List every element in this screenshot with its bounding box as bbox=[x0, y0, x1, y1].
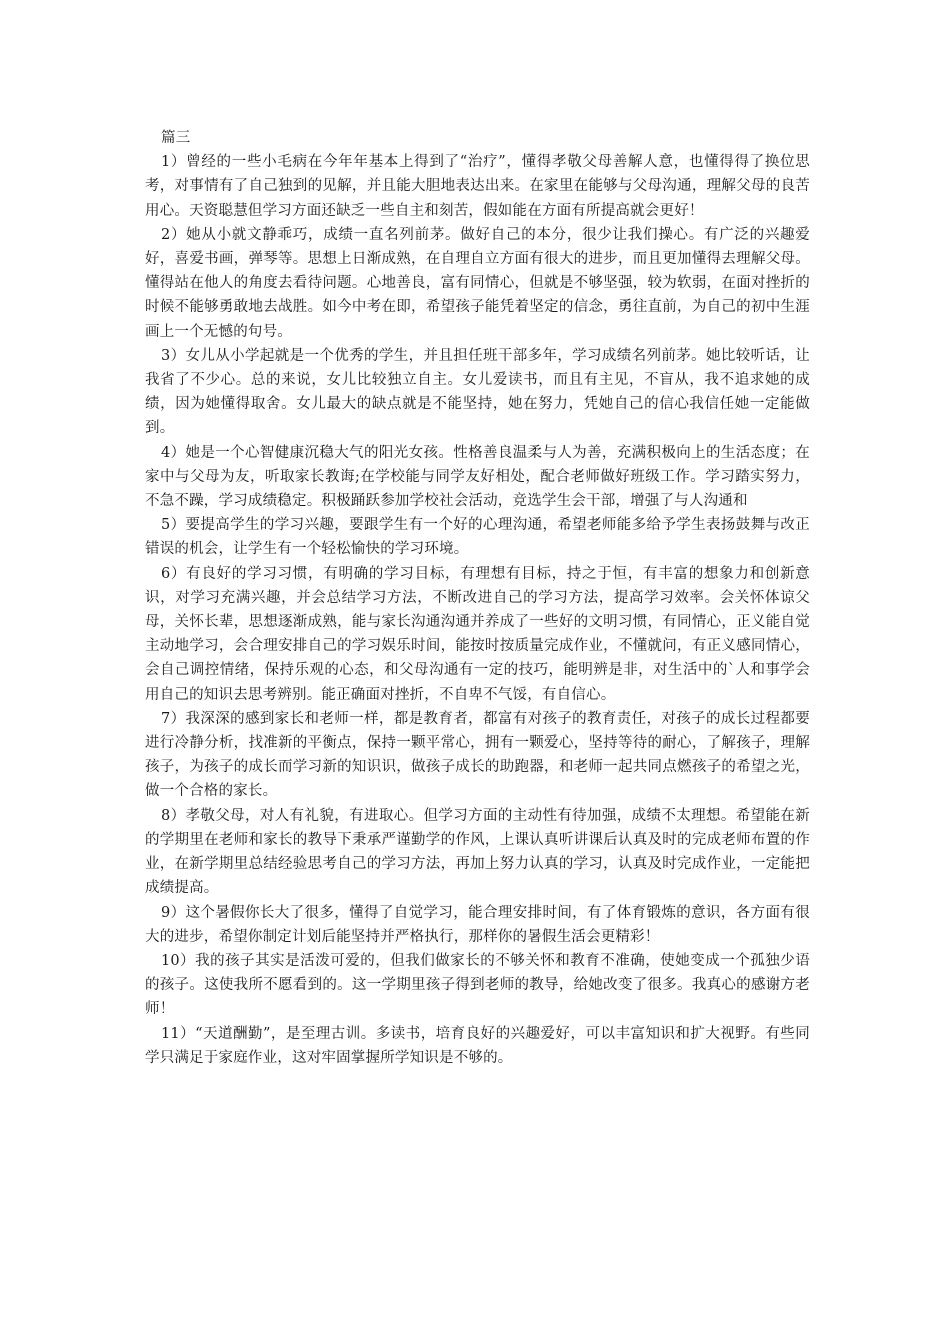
paragraph-10: 10）我的孩子其实是活泼可爱的，但我们做家长的不够关怀和教育不准确，使她变成一个孤独少语的孩子。这使我所不愿看到的。这一学期里孩子得到老师的教导，给她改变了很多。我真心的感谢方老师！ bbox=[145, 952, 810, 1018]
paragraph-1: 1）曾经的一些小毛病在今年年基本上得到了“治疗”，懂得孝敬父母善解人意，也懂得得了换位思考，对事情有了自己独到的见解，并且能大胆地表达出来。在家里在能够与父母沟通，理解父母的良苦用心。天资聪慧但学习方面还缺乏一些自主和刻苦，假如能在方面有所提高就会更好！ bbox=[145, 154, 810, 219]
paragraph-4: 4）她是一个心智健康沉稳大气的阳光女孩。性格善良温柔与人为善，充满积极向上的生活态度；在家中与父母为友，听取家长教诲;在学校能与同学友好相处，配合老师做好班级工作。学习踏实努力，不急不躁，学习成绩稳定。积极踊跃参加学校社会活动，竞选学生会干部，增强了与人沟通和 bbox=[145, 444, 810, 510]
paragraph-2: 2）她从小就文静乖巧，成绩一直名列前茅。做好自己的本分，很少让我们操心。有广泛的兴趣爱好，喜爱书画，弹琴等。思想上日渐成熟，在自理自立方面有很大的进步，而且更加懂得去理解父母。懂得站在他人的角度去看待问题。心地善良，富有同情心，但就是不够坚强，较为软弱，在面对挫折的时候不能够勇敢地去战胜。如今中考在即，希望孩子能凭着坚定的信念，勇往直前，为自己的初中生涯画上一个无憾的句号。 bbox=[145, 226, 810, 340]
paragraph-5: 5）要提高学生的学习兴趣，要跟学生有一个好的心理沟通，希望老师能多给予学生表扬鼓舞与改正错误的机会，让学生有一个轻松愉快的学习环境。 bbox=[145, 517, 810, 558]
paragraph-6: 6）有良好的学习习惯，有明确的学习目标，有理想有目标，持之于恒，有丰富的想象力和创新意识，对学习充满兴趣，并会总结学习方法，不断改进自己的学习方法，提高学习效率。会关怀体谅父母，关怀长辈，思想逐渐成熟，能与家长沟通沟通并养成了一些好的文明习惯，有同情心，正义能自觉主动地学习，会合理安排自己的学习娱乐时间，能按时按质量完成作业，不懂就问，有正义感同情心，会自己调控情绪，保持乐观的心态，和父母沟通有一定的技巧，能明辨是非，对生活中的`人和事学会用自己的知识去思考辨别。能正确面对挫折，不自卑不气馁，有自信心。 bbox=[145, 565, 810, 703]
paragraph-7: 7）我深深的感到家长和老师一样，都是教育者，都富有对孩子的教育责任，对孩子的成长过程都要进行冷静分析，找准新的平衡点，保持一颗平常心，拥有一颗爱心，坚持等待的耐心，了解孩子，理解孩子，为孩子的成长而学习新的知识识，做孩子成长的助跑器，和老师一起共同点燃孩子的希望之光，做一个合格的家长。 bbox=[145, 710, 810, 800]
paragraph-3: 3）女儿从小学起就是一个优秀的学生，并且担任班干部多年，学习成绩名列前茅。她比较听话，让我省了不少心。总的来说，女儿比较独立自主。女儿爱读书，而且有主见，不盲从，我不追求她的成绩，因为她懂得取舍。女儿最大的缺点就是不能坚持，她在努力，凭她自己的信心我信任她一定能做到。 bbox=[145, 347, 810, 437]
document-body bbox=[145, 126, 810, 1070]
paragraph-9: 9）这个暑假你长大了很多，懂得了自觉学习，能合理安排时间，有了体育锻炼的意识，各方面有很大的进步，希望你制定计划后能坚持并严格执行，那样你的暑假生活会更精彩！ bbox=[145, 904, 810, 945]
section-heading: 篇三 bbox=[161, 130, 191, 146]
paragraph-8: 8）孝敬父母，对人有礼貌，有进取心。但学习方面的主动性有待加强，成绩不太理想。希望能在新的学期里在老师和家长的教导下秉承严谨勤学的作风，上课认真听讲课后认真及时的完成老师布置的作业，在新学期里总结经验思考自己的学习方法，再加上努力认真的学习，认真及时完成作业，一定能把成绩提高。 bbox=[145, 807, 810, 897]
paragraph-11: 11）“天道酬勤”，是至理古训。多读书，培育良好的兴趣爱好，可以丰富知识和扩大视野。有些同学只满足于家庭作业，这对牢固掌握所学知识是不够的。 bbox=[145, 1025, 810, 1066]
